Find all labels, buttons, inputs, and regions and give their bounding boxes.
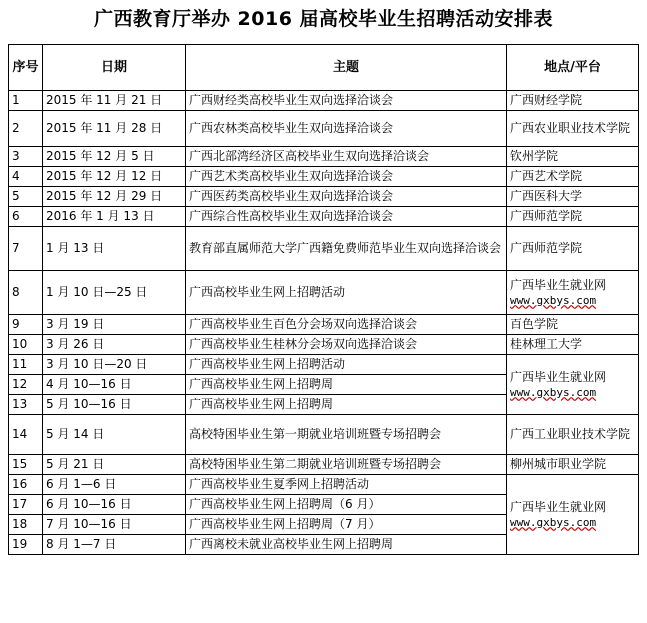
row-date: 1 月 10 日—25 日 — [43, 271, 186, 315]
schedule-table — [8, 44, 639, 555]
row-date: 3 月 26 日 — [43, 335, 186, 355]
row-theme: 广西综合性高校毕业生双向选择洽谈会 — [186, 207, 507, 227]
row-date: 6 月 10—16 日 — [43, 495, 186, 515]
row-venue: 桂林理工大学 — [507, 335, 639, 355]
row-no: 12 — [9, 375, 43, 395]
table-row — [9, 415, 639, 455]
row-date: 2015 年 12 月 12 日 — [43, 167, 186, 187]
row-venue — [507, 271, 639, 315]
row-theme: 广西高校毕业生夏季网上招聘活动 — [186, 475, 507, 495]
document-title: 广西教育厅举办 2016 届高校毕业生招聘活动安排表 — [93, 8, 554, 30]
row-venue: 广西医科大学 — [507, 187, 639, 207]
row-theme: 广西医药类高校毕业生双向选择洽谈会 — [186, 187, 507, 207]
row-venue: 百色学院 — [507, 315, 639, 335]
row-date: 8 月 1—7 日 — [43, 535, 186, 555]
row-no: 10 — [9, 335, 43, 355]
table-row — [9, 187, 639, 207]
table-row — [9, 315, 639, 335]
merged-venue — [507, 475, 639, 555]
row-no: 14 — [9, 415, 43, 455]
row-no: 6 — [9, 207, 43, 227]
row-theme: 广西高校毕业生百色分会场双向选择洽谈会 — [186, 315, 507, 335]
row-date: 5 月 14 日 — [43, 415, 186, 455]
venue-url[interactable]: www.gxbys.com — [510, 385, 597, 399]
table-row — [9, 455, 639, 475]
row-venue: 广西农业职业技术学院 — [507, 111, 639, 147]
row-date: 5 月 21 日 — [43, 455, 186, 475]
row-date: 4 月 10—16 日 — [43, 375, 186, 395]
venue-name: 广西毕业生就业网 — [510, 499, 607, 514]
venue-name: 广西毕业生就业网 — [510, 369, 607, 384]
row-date: 2015 年 12 月 29 日 — [43, 187, 186, 207]
table-row — [9, 147, 639, 167]
row-date: 2015 年 12 月 5 日 — [43, 147, 186, 167]
row-date: 3 月 10 日—20 日 — [43, 355, 186, 375]
row-date: 2015 年 11 月 21 日 — [43, 91, 186, 111]
row-no: 11 — [9, 355, 43, 375]
row-no: 15 — [9, 455, 43, 475]
table-row — [9, 227, 639, 271]
row-theme: 广西农林类高校毕业生双向选择洽谈会 — [186, 111, 507, 147]
row-venue: 广西工业职业技术学院 — [507, 415, 639, 455]
row-venue: 广西师范学院 — [507, 227, 639, 271]
row-date: 7 月 10—16 日 — [43, 515, 186, 535]
row-date: 6 月 1—6 日 — [43, 475, 186, 495]
row-theme: 广西艺术类高校毕业生双向选择洽谈会 — [186, 167, 507, 187]
row-date: 1 月 13 日 — [43, 227, 186, 271]
table-row — [9, 271, 639, 315]
row-no: 17 — [9, 495, 43, 515]
row-no: 3 — [9, 147, 43, 167]
row-venue: 广西财经学院 — [507, 91, 639, 111]
row-date: 5 月 10—16 日 — [43, 395, 186, 415]
row-date: 2015 年 11 月 28 日 — [43, 111, 186, 147]
header-venue: 地点/平台 — [507, 45, 639, 91]
row-no: 1 — [9, 91, 43, 111]
table-row — [9, 335, 639, 355]
row-venue: 广西艺术学院 — [507, 167, 639, 187]
venue-name: 广西毕业生就业网 — [510, 277, 607, 292]
row-theme: 广西高校毕业生网上招聘周 — [186, 375, 507, 395]
row-theme: 广西高校毕业生网上招聘周（6 月） — [186, 495, 507, 515]
row-venue: 钦州学院 — [507, 147, 639, 167]
row-no: 8 — [9, 271, 43, 315]
table-row — [9, 167, 639, 187]
row-theme: 高校特困毕业生第一期就业培训班暨专场招聘会 — [186, 415, 507, 455]
row-theme: 广西财经类高校毕业生双向选择洽谈会 — [186, 91, 507, 111]
row-theme: 广西北部湾经济区高校毕业生双向选择洽谈会 — [186, 147, 507, 167]
row-theme: 广西高校毕业生网上招聘活动 — [186, 271, 507, 315]
row-venue: 广西师范学院 — [507, 207, 639, 227]
row-theme: 广西高校毕业生网上招聘周 — [186, 395, 507, 415]
row-no: 7 — [9, 227, 43, 271]
row-theme: 教育部直属师范大学广西籍免费师范毕业生双向选择洽谈会 — [186, 227, 507, 271]
row-theme: 广西高校毕业生桂林分会场双向选择洽谈会 — [186, 335, 507, 355]
header-theme: 主题 — [186, 45, 507, 91]
row-theme: 广西高校毕业生网上招聘周（7 月） — [186, 515, 507, 535]
row-theme: 广西高校毕业生网上招聘活动 — [186, 355, 507, 375]
row-theme: 广西离校未就业高校毕业生网上招聘周 — [186, 535, 507, 555]
row-date: 2016 年 1 月 13 日 — [43, 207, 186, 227]
row-no: 18 — [9, 515, 43, 535]
row-no: 13 — [9, 395, 43, 415]
row-no: 19 — [9, 535, 43, 555]
table-row — [9, 111, 639, 147]
merged-venue — [507, 355, 639, 415]
header-row — [9, 45, 639, 91]
row-date: 3 月 19 日 — [43, 315, 186, 335]
row-venue: 柳州城市职业学院 — [507, 455, 639, 475]
row-no: 16 — [9, 475, 43, 495]
table-row — [9, 91, 639, 111]
row-no: 5 — [9, 187, 43, 207]
venue-url[interactable]: www.gxbys.com — [510, 293, 597, 307]
row-no: 4 — [9, 167, 43, 187]
table-row — [9, 207, 639, 227]
table-row — [9, 355, 639, 375]
header-no: 序号 — [9, 45, 43, 91]
table-row — [9, 475, 639, 495]
row-no: 9 — [9, 315, 43, 335]
header-date: 日期 — [43, 45, 186, 91]
venue-url[interactable]: www.gxbys.com — [510, 515, 597, 529]
row-no: 2 — [9, 111, 43, 147]
row-theme: 高校特困毕业生第二期就业培训班暨专场招聘会 — [186, 455, 507, 475]
